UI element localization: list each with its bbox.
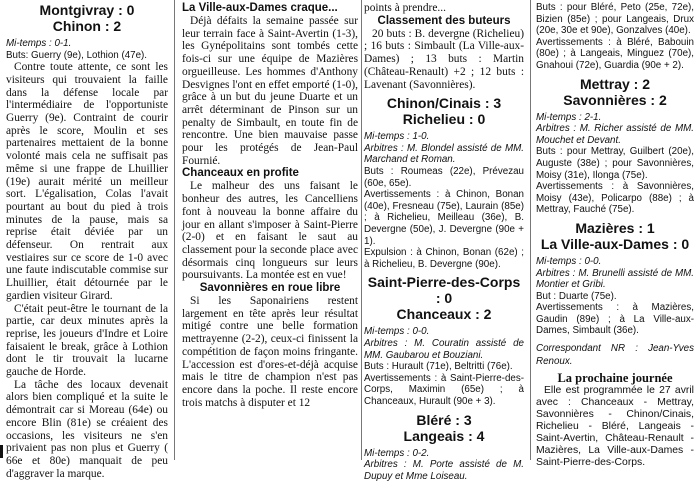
referees-line: Arbitres : M. Blondel assisté de MM. Marchand et Roman. <box>364 142 524 166</box>
match-team-away: Chanceaux : 2 <box>396 306 492 323</box>
section-heading: La Ville-aux-Dames craque... <box>182 2 338 14</box>
article-paragraph: C'était peut-être le tournant de la partie, car deux minutes après la reprise, les joueurs d'Indre et Loire faisaient le break, grâce à Lothion dont le tir trouvait la lucarne gauche de Horde. <box>6 302 168 379</box>
half-time-score: Mi-temps : 2-1. <box>536 111 602 123</box>
article-paragraph: Le malheur des uns faisant le bonheur des autres, les Cancelliens font à nouveau la bonne affaire du jour en allant s'imposer à Saint-Pierre (2-0) et en faisant le saut au classement pour la seconde place avec désormais cinq longueurs sur leurs poursuivants. La montée est en vue! <box>182 180 358 282</box>
column-rule <box>361 0 362 460</box>
article-paragraph: Déjà défaits la semaine passée sur leur terrain face à Saint-Avertin (1-3), les Gynépolitains sont tombés cette fois-ci sur une équipe de Mazières orgueilleuse. Les hommes d'Anthony Desvignes l'ont en effet emporté (1-0), grâce à un but du jeune Duarte et un arrêt déterminant de Pinson sur un penalty de Simbault, en toute fin de rencontre. Une bien mauvaise passe pour les protégés de Jean-Paul Fournié. <box>182 15 358 167</box>
half-time-score: Mi-temps : 0-1. <box>6 38 72 49</box>
half-time-score: Mi-temps : 0-0. <box>364 326 430 338</box>
half-time-score: Mi-temps : 1-0. <box>364 131 430 143</box>
match-team-away: Chinon : 2 <box>52 18 122 34</box>
match-team-home: Bléré : 3 <box>416 411 472 428</box>
cautions-line: Avertissements : à Chinon, Bonan (40e), Fresneau (75e), Laurain (85e) ; à Richelieu, Meilleau (36e), B. Devergne (50e), J. Devergne (90e + 1). <box>364 189 524 247</box>
column-2 <box>182 2 358 409</box>
cautions-line: Avertissements : à Saint-Pierre-des-Corps, Maximin (65e) ; à Chanceaux, Hurault (90e + 3). <box>364 372 524 407</box>
cautions-line: Avertissements : à Mazières, Gaudin (89e) ; à La Ville-aux-Dames, Simbault (36e). <box>536 302 694 337</box>
column-1 <box>6 2 168 480</box>
correspondent-credit: Correspondant NR : Jean-Yves Renoux. <box>536 343 694 367</box>
column-3 <box>364 2 524 482</box>
goals-line: Buts : Hurault (71e), Beltritti (76e). <box>364 361 513 373</box>
referees-line: Arbitres : M. Porte assisté de M. Dupuy et Mme Loiseau. <box>364 459 524 482</box>
match-team-home: Montgivray : 0 <box>39 2 135 18</box>
goals-line: Buts : pour Mettray, Guilbert (20e), Auguste (38e) ; pour Savonnières, Moisy (31e), Ilonga (75e). <box>536 146 694 181</box>
referees-line: Arbitres : M. Richer assisté de MM. Mouchet et Devant. <box>536 123 694 146</box>
match-team-home: Mettray : 2 <box>579 75 651 92</box>
section-heading: Savonnières en roue libre <box>199 282 341 295</box>
goals-line: Buts : pour Bléré, Peto (25e, 72e), Bizien (85e) ; pour Langeais, Drux (20e, 30e et 90e), Gonzalves (40e). <box>536 2 694 37</box>
section-heading: Chanceaux en profite <box>182 167 299 180</box>
half-time-score: Mi-temps : 0-2. <box>364 447 430 459</box>
section-heading: Classement des buteurs <box>377 14 511 27</box>
goals-line: But : Duarte (75e). <box>536 290 617 302</box>
cautions-line: Avertissements : à Bléré, Babouin (80e) ; à Langeais, Minguez (70e), Gnahoui (72e), Guardia (90e + 2). <box>536 36 694 71</box>
column-marker <box>0 445 3 458</box>
match-team-home: Chinon/Cinais : 3 <box>386 95 502 112</box>
referees-line: Arbitres : M. Brunelli assisté de MM. Montier et Gribi. <box>536 267 694 291</box>
match-team-away: Langeais : 4 <box>403 427 485 444</box>
half-time-score: Mi-temps : 0-0. <box>536 255 602 267</box>
expulsions-line: Expulsion : à Chinon, Bonan (62e) ; à Richelieu, B. Devergne (90e). <box>364 247 524 270</box>
article-paragraph: Contre toute attente, ce sont les visiteurs qui trouvaient la faille dans la défense locale par l'intermédiaire de l'opportuniste Guerry (9e). Contraint de courir après le score, Moulin et ses partenaires mettaient de la bonne volonté mais cela ne suffisait pas même si une frappe de Lhuillier (19e) aurait mérité un meilleur sort. L'égalisation, Colas l'avait pourtant au bout du pied à trois minutes de la pause, mais sa reprise était déviée par un défenseur. On rentrait aux vestiaires sur ce score de 1-0 avec une faute indiscutable commise sur Lhuillier, était détournée par le gardien visiteur Girard. <box>6 61 168 302</box>
section-heading: La prochaine journée <box>557 371 673 386</box>
goals-line: Buts : Roumeas (22e), Prévezau (60e, 65e). <box>364 166 524 189</box>
column-4 <box>536 2 694 469</box>
match-team-away: Richelieu : 0 <box>402 111 486 128</box>
column-rule <box>174 0 175 460</box>
scorers-ranking: 20 buts : B. devergne (Richelieu) ; 16 buts : Simbault (La Ville-aux-Dames) ; 13 buts : Martin (Château-Renault) +2 ; 12 buts : Lavenant (Savonnières). <box>364 27 524 91</box>
article-paragraph: Si les Saponairiens restent largement en tête après leur résultat mitigé contre une belle formation mettrayenne (2-2), ceux-ci finissent la compétition de façon moins fringante. L'accession est d'ores-et-déjà acquise mais le titre de champion n'est pas encore dans la poche. Il reste encore trois matchs à disputer et 12 <box>182 295 358 409</box>
match-team-home: Mazières : 1 <box>575 219 655 236</box>
column-rule <box>530 0 531 460</box>
article-paragraph: La tâche des locaux devenait alors bien compliqué et la suite le démontrait car si Moreau (64e) ou encore Blin (81e) se créaient des occasions, les visiteurs ne s'en privaient pas non plus et Guerry ( 66e et 80e) manquait de peu d'aggraver la marque. <box>6 378 168 480</box>
match-team-home: Saint-Pierre-des-Corps : 0 <box>367 274 521 307</box>
cautions-line: Avertissements : à Savonnières, Moisy (43e), Policarpo (88e) ; à Mettray, Fauché (75e). <box>536 181 694 216</box>
article-continuation: points à prendre... <box>364 2 446 14</box>
goals-line: Buts: Guerry (9e), Lothion (47e). <box>6 49 148 61</box>
match-team-away: Savonnières : 2 <box>563 91 667 108</box>
article-paragraph: Elle est programmée le 27 avril avec : Chanceaux - Mettray, Savonnières - Chinon/Cinais, Richelieu - Bléré, Langeais - Saint-Avertin, Château-Renault - Mazières, La Ville-aux-Dames - Saint-Pierre-des-Corps. <box>536 385 694 469</box>
referees-line: Arbitres : M. Couratin assisté de MM. Gaubarou et Bouziani. <box>364 337 524 361</box>
match-team-away: La Ville-aux-Dames : 0 <box>540 235 690 252</box>
